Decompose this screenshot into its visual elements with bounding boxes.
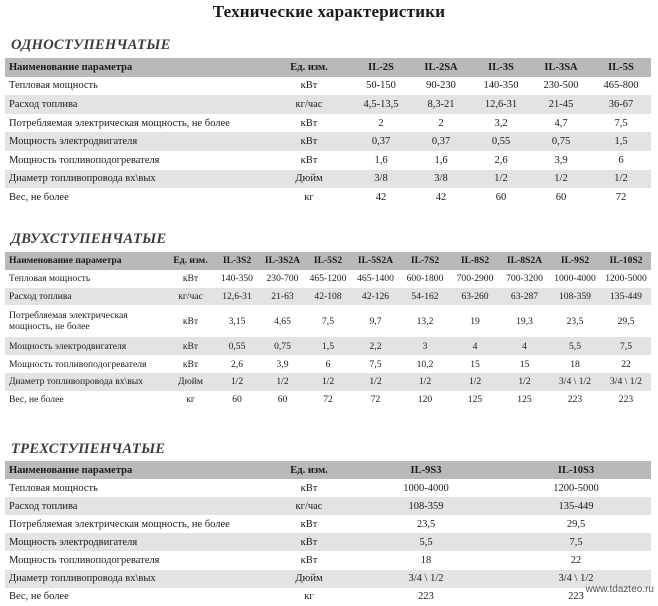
parameter-name-cell: Мощность топливоподогревателя: [9, 358, 147, 370]
table-row: [5, 305, 651, 337]
header-model: IL-3S: [471, 58, 531, 77]
parameter-name-cell: Расход топлива: [5, 497, 267, 515]
value-cell: 3/8: [411, 170, 471, 189]
value-cell: 1/2: [531, 170, 591, 189]
value-cell: 108-359: [351, 497, 501, 515]
value-cell: 7,5: [601, 337, 651, 355]
value-cell: 72: [370, 394, 381, 406]
unit-cell: кВт: [300, 117, 318, 129]
value-cell: 7,5: [501, 533, 651, 551]
value-cell: 29,5: [617, 315, 635, 327]
value-cell: 1,5: [591, 132, 651, 151]
unit-cell: кВт: [182, 315, 199, 327]
value-cell: 18: [570, 358, 580, 370]
value-cell: 6: [618, 154, 624, 166]
value-cell: 3,9: [554, 154, 568, 166]
parameter-name-cell: Тепловая мощность: [9, 273, 91, 285]
header-model: IL-3S2A: [260, 252, 305, 270]
value-cell: 1/2: [450, 373, 500, 391]
section-title-three-stage: ТРЕХСТУПЕНЧАТЫЕ: [11, 441, 166, 457]
value-cell: 29,5: [566, 518, 586, 530]
value-cell: 8,3-21: [411, 95, 471, 114]
parameter-name-cell: Тепловая мощность: [9, 482, 98, 494]
unit-cell: Дюйм: [267, 170, 351, 189]
value-cell: 2,6: [494, 154, 508, 166]
header-model: IL-5S2A: [351, 252, 400, 270]
table-row: [5, 188, 651, 207]
value-cell: 6: [325, 358, 331, 370]
table-row: [5, 77, 651, 96]
page-title: Технические характеристики: [212, 2, 446, 21]
unit-cell: кг/час: [167, 288, 214, 306]
value-cell: 1,5: [305, 337, 351, 355]
value-cell: 1/2: [305, 373, 351, 391]
value-cell: 21-45: [531, 95, 591, 114]
header-model: IL-9S2: [549, 252, 601, 270]
value-cell: 23,5: [566, 315, 584, 327]
value-cell: 135-449: [601, 288, 651, 306]
unit-cell: кВт: [182, 358, 199, 370]
value-cell: 0,37: [411, 132, 471, 151]
value-cell: 12,6-31: [471, 95, 531, 114]
value-cell: 23,5: [416, 518, 436, 530]
table-row: [5, 515, 651, 533]
table-row: [5, 151, 651, 170]
spec-table-two-stage: [5, 252, 651, 409]
table-row: [5, 95, 651, 114]
value-cell: 3/4 \ 1/2: [351, 570, 501, 588]
parameter-name-cell: Диаметр топливопровода вх\вых: [5, 373, 167, 391]
value-cell: 223: [618, 394, 634, 406]
value-cell: 125: [517, 394, 532, 406]
table-row: [5, 355, 651, 373]
value-cell: 7,5: [322, 315, 334, 327]
value-cell: 1/2: [400, 373, 450, 391]
value-cell: 1/2: [591, 170, 651, 189]
value-cell: 2,2: [351, 337, 400, 355]
table-row: [5, 570, 651, 588]
header-model: IL-5S2: [305, 252, 351, 270]
value-cell: 1000-4000: [403, 482, 449, 494]
value-cell: 0,37: [351, 132, 411, 151]
parameter-name-cell: Вес, не более: [9, 191, 69, 203]
value-cell: 465-1200: [309, 273, 347, 285]
value-cell: 1/2: [500, 373, 549, 391]
value-cell: 0,75: [260, 337, 305, 355]
header-model: IL-8S2A: [500, 252, 549, 270]
value-cell: 140-350: [483, 80, 519, 92]
header-parameter-name: Наименование параметра: [5, 461, 267, 479]
value-cell: 15: [519, 358, 530, 370]
unit-cell: кВт: [300, 80, 318, 92]
table-row: [5, 533, 651, 551]
table-row: [5, 551, 651, 569]
parameter-name-cell: Диаметр топливопровода вх\вых: [5, 570, 267, 588]
value-cell: 0,55: [471, 132, 531, 151]
parameter-name-cell: Потребляемая электрическая мощность, не более: [9, 310, 128, 333]
value-cell: 3,2: [494, 117, 508, 129]
value-cell: 2,6: [231, 358, 243, 370]
value-cell: 4: [450, 337, 500, 355]
value-cell: 42-108: [305, 288, 351, 306]
value-cell: 108-359: [549, 288, 601, 306]
value-cell: 125: [467, 394, 483, 406]
value-cell: 3/4 \ 1/2: [549, 373, 601, 391]
value-cell: 1/2: [214, 373, 260, 391]
value-cell: 60: [232, 394, 242, 406]
table-row: [5, 170, 651, 189]
parameter-name-cell: Потребляемая электрическая мощность, не более: [9, 117, 230, 129]
value-cell: 42: [435, 191, 447, 203]
value-cell: 13,2: [416, 315, 434, 327]
value-cell: 1,6: [434, 154, 448, 166]
header-model: IL-2S: [351, 58, 411, 77]
value-cell: 22: [621, 358, 631, 370]
value-cell: 36-67: [591, 95, 651, 114]
value-cell: 4,5-13,5: [351, 95, 411, 114]
header-model: IL-9S3: [351, 461, 501, 479]
section-title-two-stage: ДВУХСТУПЕНЧАТЫЕ: [11, 231, 167, 247]
value-cell: 230-500: [543, 80, 579, 92]
value-cell: 1,6: [374, 154, 388, 166]
table-header-row: [5, 461, 651, 479]
value-cell: 54-162: [400, 288, 450, 306]
header-model: IL-10S3: [501, 461, 651, 479]
header-model: IL-5S: [591, 58, 651, 77]
value-cell: 600-1800: [406, 273, 444, 285]
value-cell: 1200-5000: [605, 273, 647, 285]
table-row: [5, 373, 651, 391]
value-cell: 3/4 \ 1/2: [601, 373, 651, 391]
value-cell: 63-260: [450, 288, 500, 306]
unit-cell: кВт: [167, 337, 214, 355]
parameter-name-cell: Мощность электродвигателя: [5, 337, 167, 355]
value-cell: 120: [417, 394, 433, 406]
parameter-name-cell: Вес, не более: [9, 394, 64, 406]
unit-cell: кВт: [300, 555, 318, 567]
parameter-name-cell: Мощность электродвигателя: [5, 533, 267, 551]
header-model: IL-3S2: [214, 252, 260, 270]
header-unit: Ед. изм.: [167, 252, 214, 270]
value-cell: 22: [570, 555, 582, 567]
value-cell: 3,15: [228, 315, 246, 327]
unit-cell: кВт: [267, 132, 351, 151]
value-cell: 135-449: [501, 497, 651, 515]
table-row: [5, 479, 651, 497]
value-cell: 72: [615, 191, 627, 203]
unit-cell: кВт: [267, 533, 351, 551]
value-cell: 4: [500, 337, 549, 355]
table-row: [5, 497, 651, 515]
unit-cell: кВт: [182, 273, 199, 285]
value-cell: 10,2: [416, 358, 434, 370]
unit-cell: кг/час: [267, 497, 351, 515]
value-cell: 1/2: [260, 373, 305, 391]
value-cell: 19: [470, 315, 480, 327]
value-cell: 90-230: [426, 80, 456, 92]
value-cell: 223: [567, 394, 583, 406]
unit-cell: кВт: [300, 518, 318, 530]
value-cell: 3/4 \ 1/2: [501, 570, 651, 588]
table-row: [5, 391, 651, 409]
header-parameter-name: Наименование параметра: [5, 58, 267, 77]
value-cell: 0,55: [214, 337, 260, 355]
unit-cell: кг: [186, 394, 195, 406]
parameter-name-cell: Мощность топливоподогревателя: [9, 555, 160, 567]
value-cell: 2: [438, 117, 444, 129]
value-cell: 223: [418, 591, 434, 603]
header-model: IL-10S2: [601, 252, 651, 270]
parameter-name-cell: Расход топлива: [5, 288, 167, 306]
value-cell: 4,7: [554, 117, 568, 129]
parameter-name-cell: Мощность топливоподогревателя: [9, 154, 160, 166]
value-cell: 42: [375, 191, 387, 203]
header-model: IL-8S2: [450, 252, 500, 270]
value-cell: 465-800: [603, 80, 639, 92]
value-cell: 60: [277, 394, 288, 406]
value-cell: 60: [555, 191, 567, 203]
value-cell: 465-1400: [357, 273, 394, 285]
parameter-name-cell: Потребляемая электрическая мощность, не более: [9, 518, 230, 530]
value-cell: 1/2: [351, 373, 400, 391]
value-cell: 63-287: [500, 288, 549, 306]
value-cell: 230-700: [266, 273, 299, 285]
value-cell: 50-150: [366, 80, 396, 92]
value-cell: 223: [568, 591, 584, 603]
header-model: IL-7S2: [400, 252, 450, 270]
parameter-name-cell: Мощность электродвигателя: [5, 132, 267, 151]
value-cell: 1000-4000: [554, 273, 596, 285]
table-row: [5, 588, 651, 606]
value-cell: 21-63: [260, 288, 305, 306]
header-parameter-name: Наименование параметра: [5, 252, 167, 270]
value-cell: 42-126: [351, 288, 400, 306]
value-cell: 15: [470, 358, 480, 370]
unit-cell: кг/час: [267, 95, 351, 114]
header-model: IL-3SA: [531, 58, 591, 77]
parameter-name-cell: Вес, не более: [9, 591, 69, 603]
table-header-row: [5, 252, 651, 270]
unit-cell: кВт: [300, 154, 318, 166]
value-cell: 140-350: [221, 273, 253, 285]
parameter-name-cell: Расход топлива: [5, 95, 267, 114]
header-unit: Ед. изм.: [267, 461, 351, 479]
value-cell: 60: [495, 191, 507, 203]
unit-cell: Дюйм: [167, 373, 214, 391]
header-model: IL-2SA: [411, 58, 471, 77]
table-row: [5, 114, 651, 133]
table-row: [5, 132, 651, 151]
unit-cell: кг: [304, 591, 314, 603]
value-cell: 7,5: [614, 117, 628, 129]
spec-table-three-stage: [5, 461, 651, 606]
value-cell: 3: [400, 337, 450, 355]
table-row: [5, 288, 651, 306]
value-cell: 7,5: [369, 358, 382, 370]
table-row: [5, 337, 651, 355]
value-cell: 2: [378, 117, 384, 129]
unit-cell: Дюйм: [267, 570, 351, 588]
value-cell: 12,6-31: [214, 288, 260, 306]
value-cell: 5,5: [549, 337, 601, 355]
header-unit: Ед. изм.: [267, 58, 351, 77]
value-cell: 3,9: [276, 358, 289, 370]
section-title-single-stage: ОДНОСТУПЕНЧАТЫЕ: [11, 37, 171, 53]
value-cell: 72: [323, 394, 333, 406]
value-cell: 0,75: [531, 132, 591, 151]
parameter-name-cell: Тепловая мощность: [9, 80, 98, 92]
value-cell: 4,65: [274, 315, 291, 327]
value-cell: 18: [420, 555, 432, 567]
unit-cell: кг: [304, 191, 314, 203]
parameter-name-cell: Диаметр топливопровода вх\вых: [5, 170, 267, 189]
watermark: www.tdazteo.ru: [585, 584, 654, 595]
value-cell: 5,5: [351, 533, 501, 551]
table-header-row: [5, 58, 651, 77]
table-row: [5, 270, 651, 288]
value-cell: 1200-5000: [553, 482, 599, 494]
value-cell: 3/8: [351, 170, 411, 189]
unit-cell: кВт: [300, 482, 318, 494]
spec-table-single-stage: [5, 58, 651, 207]
value-cell: 700-3200: [506, 273, 543, 285]
value-cell: 700-2900: [456, 273, 494, 285]
value-cell: 19,3: [516, 315, 533, 327]
value-cell: 1/2: [471, 170, 531, 189]
value-cell: 9,7: [369, 315, 382, 327]
